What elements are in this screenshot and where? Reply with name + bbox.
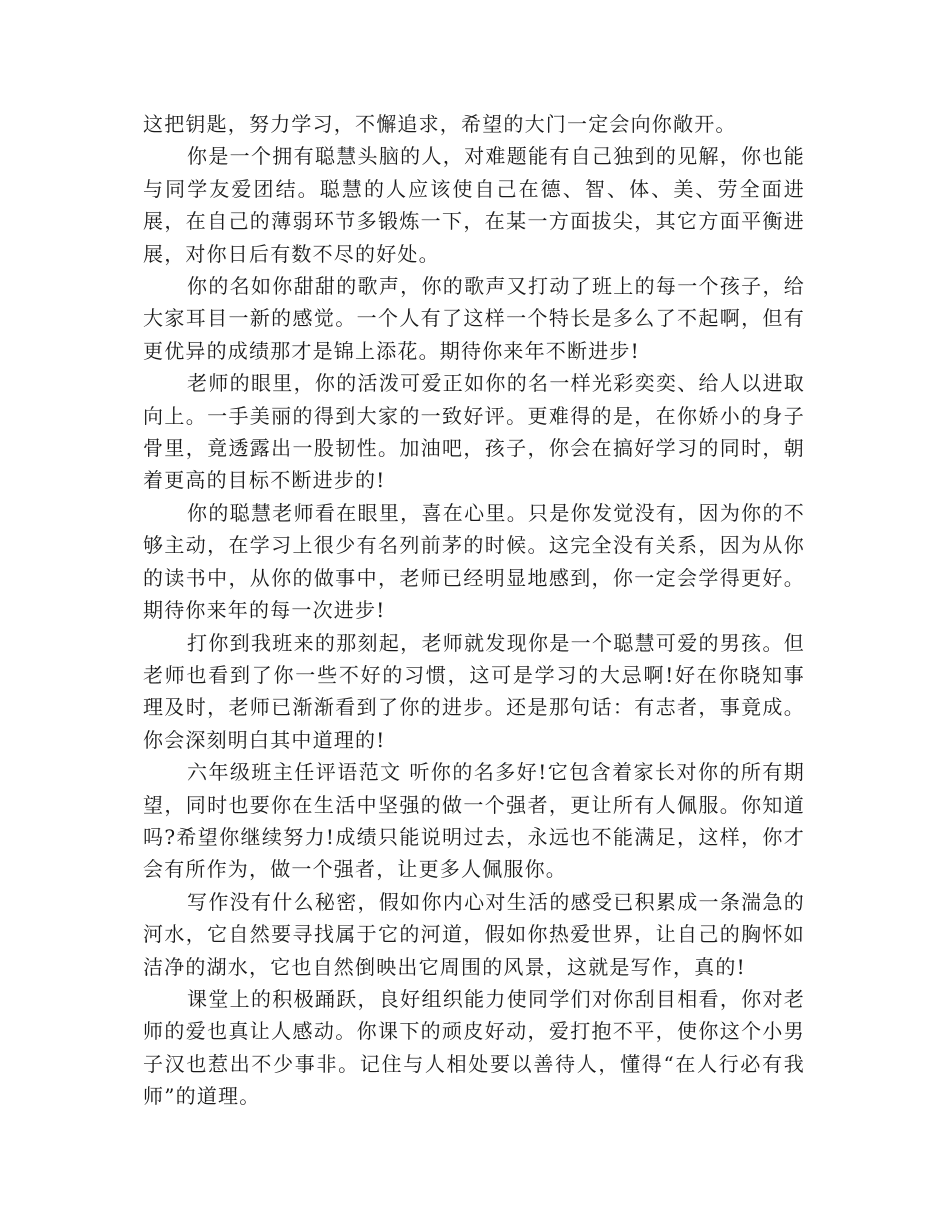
- paragraph-4: 老师的眼里，你的活泼可爱正如你的名一样光彩奕奕、给人以进取向上。一手美丽的得到大家的一致好评。更难得的是，在你娇小的身子骨里，竟透露出一股韧性。加油吧，孩子，你会在搞好学习的同时，朝着更高的目标不断进步的!: [143, 371, 805, 493]
- paragraph-2: 你是一个拥有聪慧头脑的人，对难题能有自己独到的见解，你也能与同学友爱团结。聪慧的人应该使自己在德、智、体、美、劳全面进展，在自己的薄弱环节多锻炼一下，在某一方面拔尖，其它方面平衡进展，对你日后有数不尽的好处。: [143, 144, 805, 266]
- paragraph-8: 写作没有什么秘密，假如你内心对生活的感受已积累成一条湍急的河水，它自然要寻找属于它的河道，假如你热爱世界，让自己的胸怀如洁净的湖水，它也自然倒映出它周围的风景，这就是写作，真的!: [143, 889, 805, 979]
- paragraph-3: 你的名如你甜甜的歌声，你的歌声又打动了班上的每一个孩子，给大家耳目一新的感觉。一个人有了这样一个特长是多么了不起啊，但有更优异的成绩那才是锦上添花。期待你来年不断进步!: [143, 274, 805, 363]
- paragraph-6: 打你到我班来的那刻起，老师就发现你是一个聪慧可爱的男孩。但老师也看到了你一些不好的习惯，这可是学习的大忌啊!好在你晓知事理及时，老师已渐渐看到了你的进步。还是那句话：有志者，事竟成。你会深刻明白其中道理的!: [143, 630, 805, 752]
- paragraph-9: 课堂上的积极踊跃，良好组织能力使同学们对你刮目相看，你对老师的爱也真让人感动。你课下的顽皮好动，爱打抱不平，使你这个小男子汉也惹出不少事非。记住与人相处要以善待人，懂得“在人行必有我师”的道理。: [143, 986, 805, 1109]
- paragraph-5: 你的聪慧老师看在眼里，喜在心里。只是你发觉没有，因为你的不够主动，在学习上很少有名列前茅的时候。这完全没有关系，因为从你的读书中，从你的做事中，老师已经明显地感到，你一定会学得更好。期待你来年的每一次进步!: [143, 500, 805, 623]
- paragraph-1: 这把钥匙，努力学习，不懈追求，希望的大门一定会向你敞开。: [143, 112, 737, 136]
- paragraph-7: 六年级班主任评语范文 听你的名多好!它包含着家长对你的所有期望，同时也要你在生活中坚强的做一个强者，更让所有人佩服。你知道吗?希望你继续努力!成绩只能说明过去，永远也不能满足，这样，你才会有所作为，做一个强者，让更多人佩服你。: [143, 760, 805, 882]
- document-body: [143, 108, 805, 1113]
